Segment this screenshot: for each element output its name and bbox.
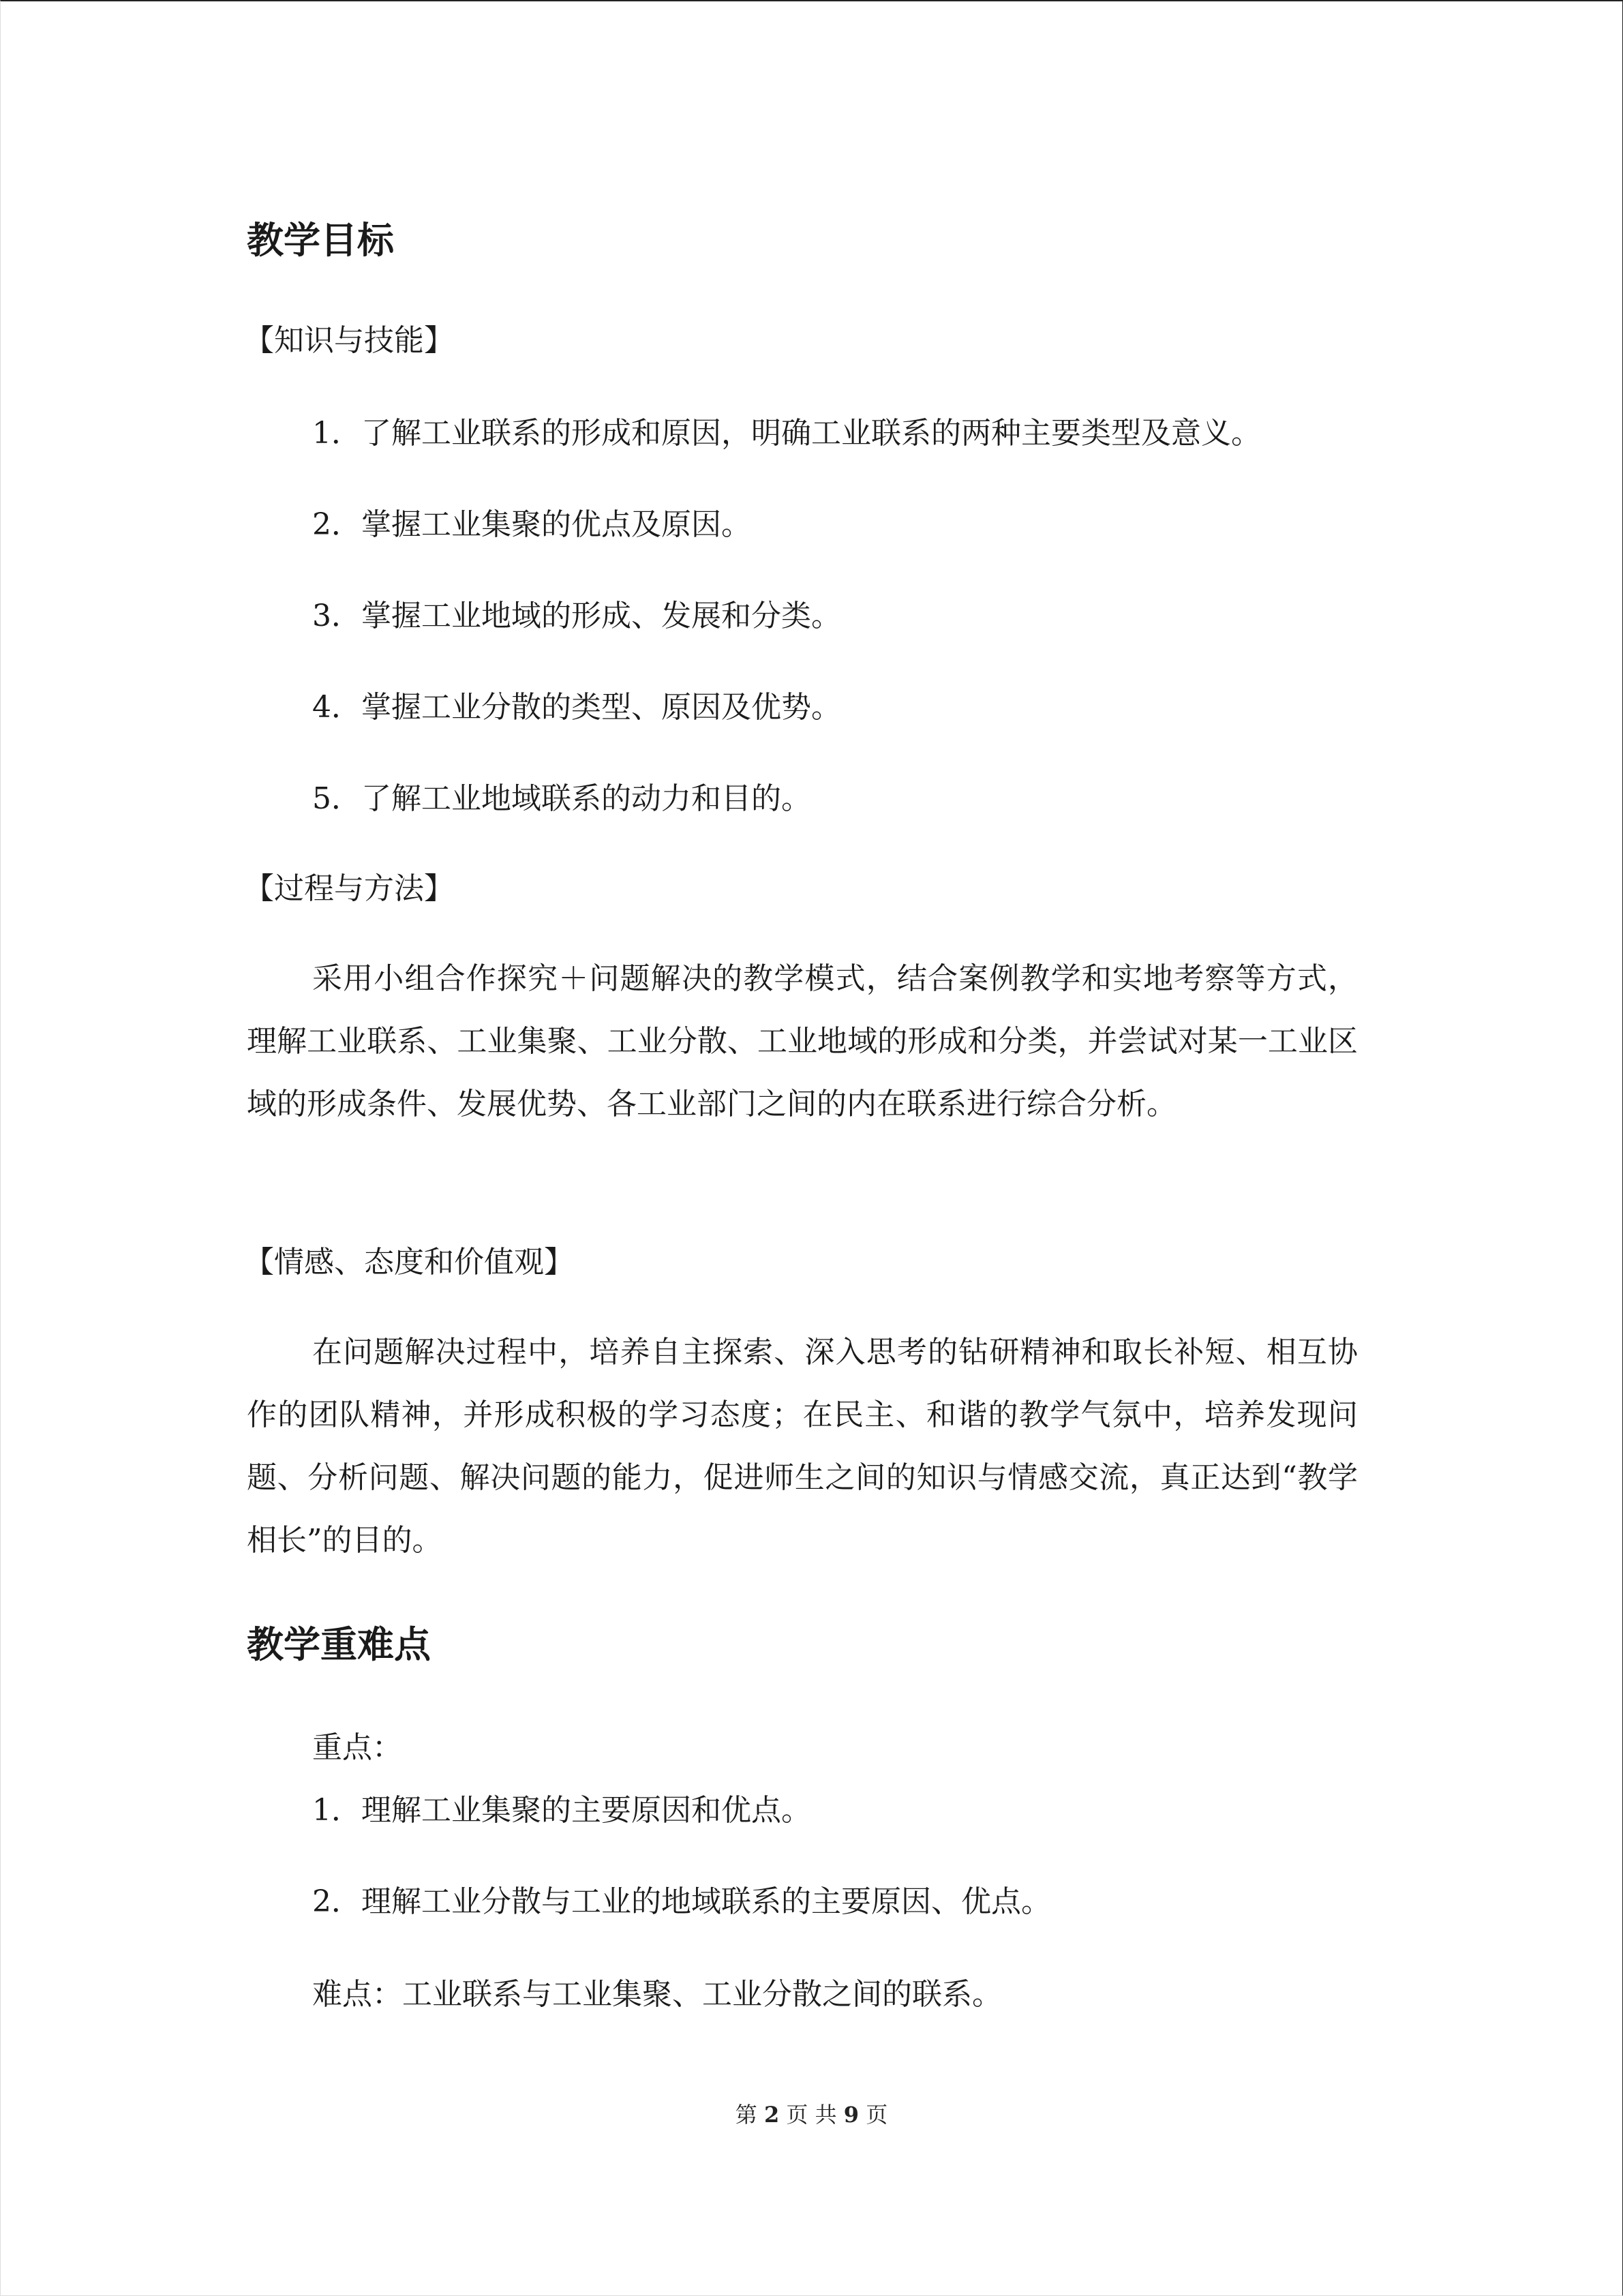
key-point-item-1: 1．理解工业集聚的主要原因和优点。 [312,1793,811,1828]
knowledge-item-5: 5．了解工业地域联系的动力和目的。 [312,781,811,816]
footer-current-page: 2 [763,2102,780,2128]
footer-prefix: 第 [735,2102,757,2128]
knowledge-item-1: 1．了解工业联系的形成和原因，明确工业联系的两种主要类型及意义。 [312,416,1261,451]
knowledge-item-4: 4．掌握工业分散的类型、原因及优势。 [312,690,841,725]
footer-total-pages: 9 [843,2102,860,2128]
heading-key-difficult-points: 教学重难点 [247,1623,431,1666]
knowledge-item-3: 3．掌握工业地域的形成、发展和分类。 [312,599,841,633]
heading-teaching-objectives: 教学目标 [247,219,394,262]
footer-suffix: 页 [866,2102,888,2128]
label-process-methods: 【过程与方法】 [244,871,454,906]
difficulty-text: 难点：工业联系与工业集聚、工业分散之间的联系。 [312,1977,1002,2012]
key-points-label: 重点： [312,1730,402,1765]
page-footer [0,2100,1623,2130]
key-point-item-2: 2．理解工业分散与工业的地域联系的主要原因、优点。 [312,1884,1051,1919]
label-knowledge-skills: 【知识与技能】 [244,323,454,358]
footer-middle: 页 共 [786,2102,837,2128]
label-emotion-values: 【情感、态度和价值观】 [244,1245,574,1280]
knowledge-item-2: 2．掌握工业集聚的优点及原因。 [312,507,751,542]
emotion-values-paragraph: 在问题解决过程中，培养自主探索、深入思考的钻研精神和取长补短、相互协作的团队精神，并形成积极的学习态度；在民主、和谐的教学气氛中，培养发现问题、分析问题、解决问题的能力，促进师生之间的知识与情感交流，真正达到“教学相长”的目的。 [247,1335,1358,1558]
process-methods-paragraph: 采用小组合作探究＋问题解决的教学模式，结合案例教学和实地考察等方式，理解工业联系、工业集聚、工业分散、工业地域的形成和分类，并尝试对某一工业区域的形成条件、发展优势、各工业部门之间的内在联系进行综合分析。 [247,961,1358,1121]
